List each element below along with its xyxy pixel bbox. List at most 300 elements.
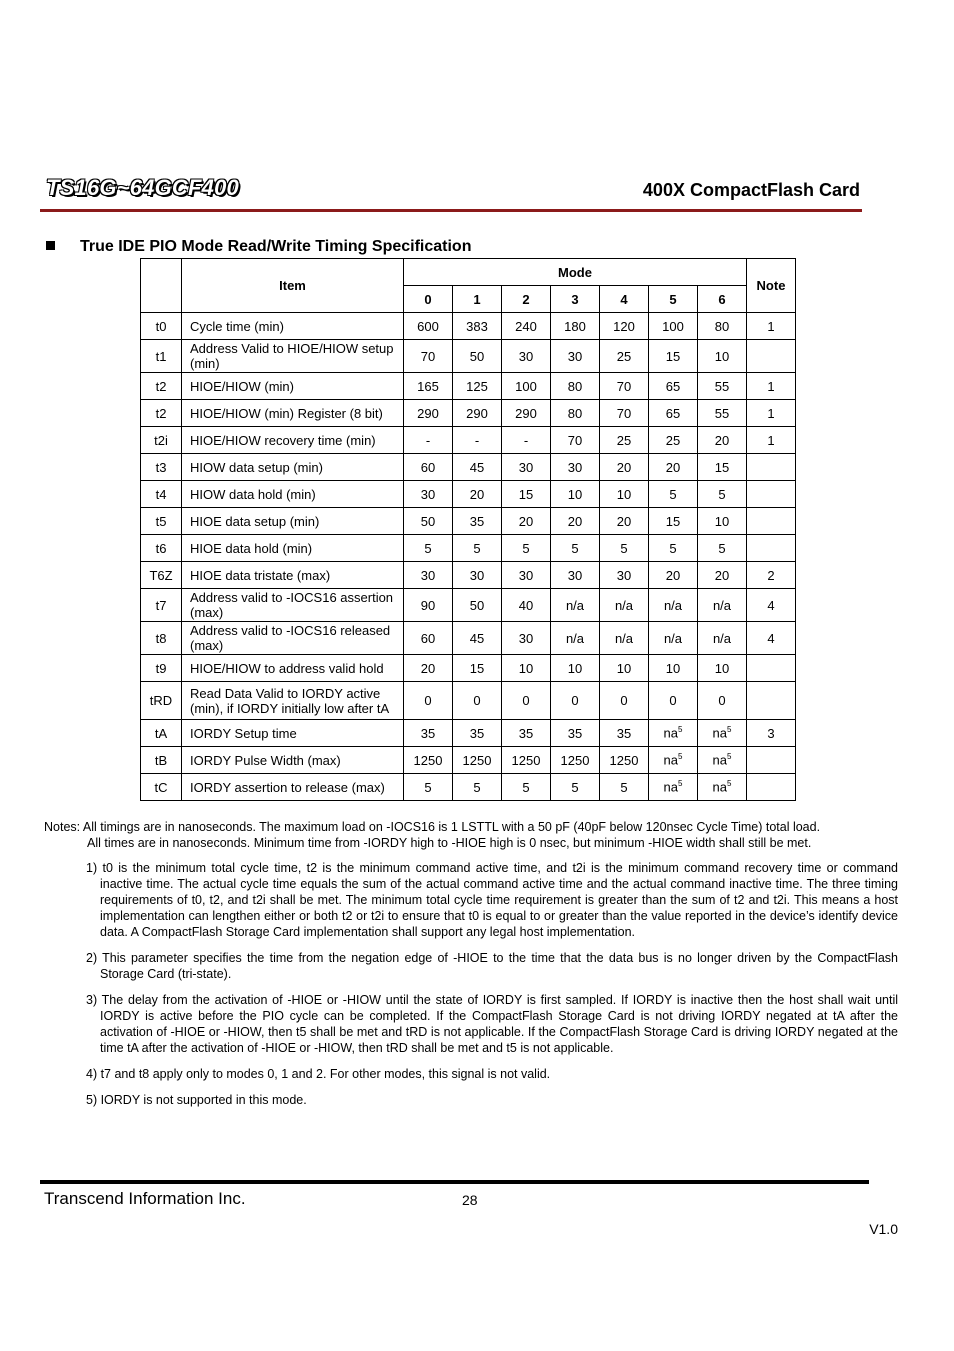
- timing-value: [649, 747, 698, 774]
- value-text: 70: [567, 432, 583, 448]
- timing-value: [551, 747, 600, 774]
- value-text: 80: [567, 378, 583, 394]
- timing-value: [649, 427, 698, 454]
- value-text: 30: [518, 630, 534, 646]
- value-text: 100: [515, 378, 537, 394]
- timing-symbol: tA: [141, 720, 182, 747]
- timing-value: [551, 508, 600, 535]
- value-text: 65: [665, 378, 681, 394]
- footnote-marker: 5: [727, 779, 732, 789]
- timing-value: [404, 508, 453, 535]
- value-text: n/a: [663, 630, 683, 646]
- timing-item: HIOE/HIOW (min): [182, 373, 404, 400]
- timing-value: [649, 340, 698, 373]
- value-text: 55: [714, 405, 730, 421]
- timing-value: [698, 508, 747, 535]
- timing-value: [649, 313, 698, 340]
- timing-value: [453, 373, 502, 400]
- value-text: 30: [616, 567, 632, 583]
- timing-value: [698, 682, 747, 720]
- timing-value: [502, 400, 551, 427]
- timing-item: IORDY assertion to release (max): [182, 774, 404, 801]
- value-text: 165: [417, 378, 439, 394]
- timing-value: [502, 655, 551, 682]
- timing-symbol: t9: [141, 655, 182, 682]
- timing-value: [404, 747, 453, 774]
- notes-line-1: Notes: All timings are in nanoseconds. The maximum load on -IOCS16 is 1 LSTTL with a 50 pF (40pF below 120nsec Cycle Time) total load.: [44, 820, 821, 834]
- footnote-marker: 5: [678, 725, 683, 735]
- timing-value: [502, 340, 551, 373]
- value-text: -: [425, 432, 431, 448]
- value-text: 10: [616, 486, 632, 502]
- timing-item: Address valid to -IOCS16 assertion (max): [182, 589, 404, 622]
- timing-note: 4: [747, 589, 796, 622]
- timing-value: [453, 655, 502, 682]
- timing-value: [698, 373, 747, 400]
- table-row: [141, 535, 796, 562]
- timing-value: [649, 373, 698, 400]
- table-row: [141, 454, 796, 481]
- footnote-marker: 5: [678, 752, 683, 762]
- table-row: [141, 655, 796, 682]
- value-text: 35: [616, 725, 632, 741]
- value-text: 90: [420, 597, 436, 613]
- timing-symbol: t2i: [141, 427, 182, 454]
- table-row: [141, 313, 796, 340]
- value-text: 100: [662, 318, 684, 334]
- timing-value: [453, 340, 502, 373]
- timing-value: [600, 720, 649, 747]
- mode-header: Mode: [404, 259, 747, 286]
- timing-value: [600, 589, 649, 622]
- timing-item: Read Data Valid to IORDY active (min), if IORDY initially low after tA: [182, 682, 404, 720]
- timing-value: [551, 562, 600, 589]
- table-row: [141, 508, 796, 535]
- timing-item: Address Valid to HIOE/HIOW setup (min): [182, 340, 404, 373]
- value-text: 25: [616, 432, 632, 448]
- timing-value: [551, 720, 600, 747]
- timing-value: [404, 373, 453, 400]
- timing-value: [551, 535, 600, 562]
- table-row: [141, 400, 796, 427]
- value-text: -: [474, 432, 480, 448]
- note-item: 2) This parameter specifies the time from the negation edge of -HIOE to the time that the data bus is no longer driven by the CompactFlash Storage Card (tri-state).: [86, 951, 898, 981]
- timing-symbol: t1: [141, 340, 182, 373]
- timing-value: [551, 622, 600, 655]
- value-text: 5: [522, 779, 530, 795]
- value-text: na: [712, 752, 727, 768]
- value-text: 10: [665, 660, 681, 676]
- timing-item: HIOE/HIOW to address valid hold: [182, 655, 404, 682]
- document-version: V1.0: [869, 1221, 898, 1237]
- timing-value: [502, 622, 551, 655]
- timing-value: [649, 622, 698, 655]
- timing-value: [453, 562, 502, 589]
- timing-value: [404, 535, 453, 562]
- value-text: 5: [669, 540, 677, 556]
- timing-value: [404, 682, 453, 720]
- value-text: 1250: [511, 752, 541, 768]
- timing-value: [453, 747, 502, 774]
- value-text: 30: [420, 486, 436, 502]
- value-text: 0: [669, 693, 677, 708]
- value-text: 0: [571, 693, 579, 708]
- value-text: 1250: [609, 752, 639, 768]
- value-text: 20: [518, 513, 534, 529]
- footer-divider: [40, 1180, 869, 1184]
- timing-value: [502, 747, 551, 774]
- timing-value: [600, 774, 649, 801]
- timing-note: [747, 508, 796, 535]
- note-item: 5) IORDY is not supported in this mode.: [86, 1093, 307, 1107]
- timing-value: [698, 313, 747, 340]
- timing-value: [600, 682, 649, 720]
- timing-value: [453, 720, 502, 747]
- value-text: -: [523, 432, 529, 448]
- timing-value: [453, 682, 502, 720]
- timing-value: [600, 400, 649, 427]
- timing-note: [747, 454, 796, 481]
- timing-item: HIOE data tristate (max): [182, 562, 404, 589]
- timing-note: 2: [747, 562, 796, 589]
- timing-value: [600, 562, 649, 589]
- notes-list: [44, 860, 902, 1108]
- table-row: [141, 373, 796, 400]
- timing-value: [404, 720, 453, 747]
- value-text: 35: [469, 725, 485, 741]
- timing-value: [649, 562, 698, 589]
- mode-number-header: 1: [453, 286, 502, 313]
- value-text: 20: [567, 513, 583, 529]
- timing-value: [649, 682, 698, 720]
- value-text: 30: [518, 348, 534, 364]
- product-logo: TS16G~64GCF400: [46, 175, 239, 200]
- value-text: 50: [469, 348, 485, 364]
- notes-line-2: All times are in nanoseconds. Minimum time from -IORDY high to -HIOE high is 0 nsec, but minimum -HIOE width shall still be met.: [87, 836, 812, 850]
- timing-note: [747, 682, 796, 720]
- timing-value: [698, 720, 747, 747]
- value-text: 5: [718, 540, 726, 556]
- mode-number-header: 6: [698, 286, 747, 313]
- value-text: 1250: [462, 752, 492, 768]
- value-text: na: [712, 725, 727, 741]
- note-item: 1) t0 is the minimum total cycle time, t2 is the minimum command active time, and t2i is the minimum command recovery time or command inactive time. The actual cycle time equals the sum of the actual command active time and the actual command inactive time. The three timing requirements of t0, t2, and t2i shall be met. The minimum total cycle time requirement is greater than the sum of t2 and t2i. This means a host implementation can lengthen either or both t2 or t2i to ensure that t0 is equal to or greater than the value reported in the device’s identify device data. A CompactFlash Storage Card implementation shall support any legal host implementation.: [86, 861, 898, 939]
- value-text: 35: [469, 513, 485, 529]
- value-text: 5: [424, 540, 432, 556]
- timing-item: HIOE/HIOW (min) Register (8 bit): [182, 400, 404, 427]
- table-row: [141, 774, 796, 801]
- timing-value: [502, 373, 551, 400]
- timing-table-body: [141, 313, 796, 801]
- notes-section: [44, 819, 902, 1118]
- timing-item: HIOE data hold (min): [182, 535, 404, 562]
- value-text: 5: [522, 540, 530, 556]
- timing-value: [453, 400, 502, 427]
- value-text: n/a: [663, 597, 683, 613]
- mode-number-header: 2: [502, 286, 551, 313]
- table-row: [141, 747, 796, 774]
- timing-value: [502, 535, 551, 562]
- value-text: 30: [518, 459, 534, 475]
- timing-value: [698, 481, 747, 508]
- value-text: 5: [669, 486, 677, 502]
- timing-value: [551, 427, 600, 454]
- value-text: n/a: [614, 630, 634, 646]
- timing-note: [747, 774, 796, 801]
- value-text: 0: [473, 693, 481, 708]
- timing-symbol: t3: [141, 454, 182, 481]
- value-text: 30: [567, 348, 583, 364]
- value-text: 20: [420, 660, 436, 676]
- timing-value: [649, 454, 698, 481]
- timing-value: [551, 313, 600, 340]
- value-text: 35: [420, 725, 436, 741]
- timing-value: [698, 747, 747, 774]
- value-text: 1250: [413, 752, 443, 768]
- timing-value: [502, 562, 551, 589]
- timing-value: [649, 508, 698, 535]
- value-text: 15: [665, 348, 681, 364]
- timing-item: Cycle time (min): [182, 313, 404, 340]
- square-bullet-icon: [46, 241, 55, 250]
- timing-value: [551, 774, 600, 801]
- table-row: [141, 589, 796, 622]
- value-text: 290: [417, 405, 439, 421]
- timing-value: [502, 720, 551, 747]
- value-text: 120: [613, 318, 635, 334]
- timing-value: [551, 655, 600, 682]
- value-text: 0: [522, 693, 530, 708]
- table-row: [141, 562, 796, 589]
- value-text: 15: [518, 486, 534, 502]
- timing-value: [600, 508, 649, 535]
- timing-value: [453, 427, 502, 454]
- value-text: 40: [518, 597, 534, 613]
- timing-symbol: t0: [141, 313, 182, 340]
- timing-value: [698, 427, 747, 454]
- timing-value: [404, 454, 453, 481]
- symbol-header: [141, 259, 182, 313]
- timing-value: [698, 400, 747, 427]
- timing-item: HIOE data setup (min): [182, 508, 404, 535]
- timing-value: [649, 720, 698, 747]
- timing-value: [453, 313, 502, 340]
- timing-value: [698, 622, 747, 655]
- value-text: 10: [567, 660, 583, 676]
- timing-value: [502, 427, 551, 454]
- value-text: 5: [718, 486, 726, 502]
- value-text: n/a: [565, 630, 585, 646]
- footnote-marker: 5: [678, 779, 683, 789]
- section-title: True IDE PIO Mode Read/Write Timing Specification: [80, 238, 472, 255]
- timing-item: HIOW data hold (min): [182, 481, 404, 508]
- timing-value: [600, 535, 649, 562]
- value-text: n/a: [712, 597, 732, 613]
- timing-symbol: t4: [141, 481, 182, 508]
- value-text: 20: [714, 432, 730, 448]
- value-text: na: [663, 779, 678, 795]
- table-row: [141, 340, 796, 373]
- timing-value: [600, 655, 649, 682]
- note-header: Note: [747, 259, 796, 313]
- timing-note: 1: [747, 313, 796, 340]
- timing-value: [600, 481, 649, 508]
- timing-value: [649, 535, 698, 562]
- section-heading: [46, 238, 471, 256]
- timing-symbol: tRD: [141, 682, 182, 720]
- mode-number-header: 4: [600, 286, 649, 313]
- value-text: 0: [620, 693, 628, 708]
- value-text: 125: [466, 378, 488, 394]
- value-text: 60: [420, 630, 436, 646]
- timing-note: 1: [747, 427, 796, 454]
- document-title: 400X CompactFlash Card: [642, 180, 860, 200]
- value-text: 55: [714, 378, 730, 394]
- table-row: [141, 481, 796, 508]
- timing-table: [140, 258, 796, 801]
- timing-value: [649, 400, 698, 427]
- value-text: 10: [714, 513, 730, 529]
- timing-note: [747, 655, 796, 682]
- timing-symbol: t7: [141, 589, 182, 622]
- timing-value: [698, 562, 747, 589]
- timing-value: [551, 400, 600, 427]
- timing-note: [747, 481, 796, 508]
- timing-value: [649, 589, 698, 622]
- timing-value: [453, 535, 502, 562]
- footnote-marker: 5: [727, 725, 732, 735]
- value-text: 5: [620, 779, 628, 795]
- timing-value: [453, 774, 502, 801]
- value-text: 30: [567, 567, 583, 583]
- value-text: n/a: [712, 630, 732, 646]
- value-text: 20: [665, 567, 681, 583]
- timing-value: [600, 340, 649, 373]
- value-text: 600: [417, 318, 439, 334]
- timing-value: [453, 508, 502, 535]
- value-text: 5: [620, 540, 628, 556]
- note-item: 3) The delay from the activation of -HIOE or -HIOW until the state of IORDY is first sampled. If IORDY is inactive then the host shall wait until IORDY is active before the PIO cycle can be completed. If the CompactFlash Storage Card is not driving IORDY negated at tA after the activation of -HIOE or -HIOW, then t5 shall be met and tRD is not applicable. If the CompactFlash Storage Card is driving IORDY negated at the time tA after the activation of -HIOE or -HIOW, then tRD shall be met and t5 is not applicable.: [86, 993, 898, 1055]
- value-text: 10: [714, 348, 730, 364]
- timing-item: HIOW data setup (min): [182, 454, 404, 481]
- value-text: 5: [424, 779, 432, 795]
- timing-value: [453, 454, 502, 481]
- timing-value: [502, 508, 551, 535]
- header-divider: [40, 209, 862, 212]
- timing-value: [502, 313, 551, 340]
- timing-value: [551, 589, 600, 622]
- timing-note: [747, 340, 796, 373]
- timing-value: [404, 313, 453, 340]
- timing-value: [698, 589, 747, 622]
- timing-note: 3: [747, 720, 796, 747]
- mode-number-header: 3: [551, 286, 600, 313]
- timing-symbol: t2: [141, 400, 182, 427]
- footnote-marker: 5: [727, 752, 732, 762]
- value-text: 10: [567, 486, 583, 502]
- value-text: 383: [466, 318, 488, 334]
- value-text: 180: [564, 318, 586, 334]
- value-text: 20: [616, 513, 632, 529]
- value-text: 30: [469, 567, 485, 583]
- timing-value: [698, 655, 747, 682]
- timing-symbol: t2: [141, 373, 182, 400]
- value-text: 290: [466, 405, 488, 421]
- timing-value: [502, 589, 551, 622]
- timing-value: [698, 774, 747, 801]
- timing-item: HIOE/HIOW recovery time (min): [182, 427, 404, 454]
- timing-value: [404, 481, 453, 508]
- value-text: n/a: [614, 597, 634, 613]
- timing-value: [502, 454, 551, 481]
- timing-item: IORDY Setup time: [182, 720, 404, 747]
- timing-note: [747, 535, 796, 562]
- timing-value: [551, 373, 600, 400]
- table-row: [141, 622, 796, 655]
- timing-value: [404, 774, 453, 801]
- value-text: 35: [567, 725, 583, 741]
- timing-note: [747, 747, 796, 774]
- value-text: 70: [616, 405, 632, 421]
- timing-note: 1: [747, 400, 796, 427]
- value-text: 70: [420, 348, 436, 364]
- timing-value: [404, 340, 453, 373]
- timing-item: IORDY Pulse Width (max): [182, 747, 404, 774]
- value-text: 15: [714, 459, 730, 475]
- timing-symbol: T6Z: [141, 562, 182, 589]
- timing-value: [551, 481, 600, 508]
- timing-value: [551, 340, 600, 373]
- timing-value: [698, 454, 747, 481]
- value-text: 50: [420, 513, 436, 529]
- value-text: 240: [515, 318, 537, 334]
- value-text: 10: [518, 660, 534, 676]
- value-text: 20: [616, 459, 632, 475]
- timing-value: [502, 481, 551, 508]
- value-text: 20: [469, 486, 485, 502]
- timing-note: 4: [747, 622, 796, 655]
- timing-value: [600, 622, 649, 655]
- value-text: na: [663, 752, 678, 768]
- item-header: Item: [182, 259, 404, 313]
- timing-symbol: tB: [141, 747, 182, 774]
- timing-value: [649, 774, 698, 801]
- value-text: 290: [515, 405, 537, 421]
- timing-value: [698, 535, 747, 562]
- value-text: 5: [571, 779, 579, 795]
- timing-note: 1: [747, 373, 796, 400]
- timing-value: [453, 589, 502, 622]
- timing-value: [600, 313, 649, 340]
- value-text: 30: [567, 459, 583, 475]
- timing-value: [600, 747, 649, 774]
- table-row: [141, 682, 796, 720]
- value-text: 35: [518, 725, 534, 741]
- timing-value: [404, 400, 453, 427]
- timing-symbol: t8: [141, 622, 182, 655]
- value-text: 5: [473, 540, 481, 556]
- value-text: 50: [469, 597, 485, 613]
- table-row: [141, 427, 796, 454]
- timing-value: [600, 373, 649, 400]
- timing-value: [404, 655, 453, 682]
- timing-value: [404, 562, 453, 589]
- value-text: na: [712, 779, 727, 795]
- value-text: 80: [567, 405, 583, 421]
- value-text: 30: [518, 567, 534, 583]
- value-text: 80: [714, 318, 730, 334]
- timing-value: [404, 427, 453, 454]
